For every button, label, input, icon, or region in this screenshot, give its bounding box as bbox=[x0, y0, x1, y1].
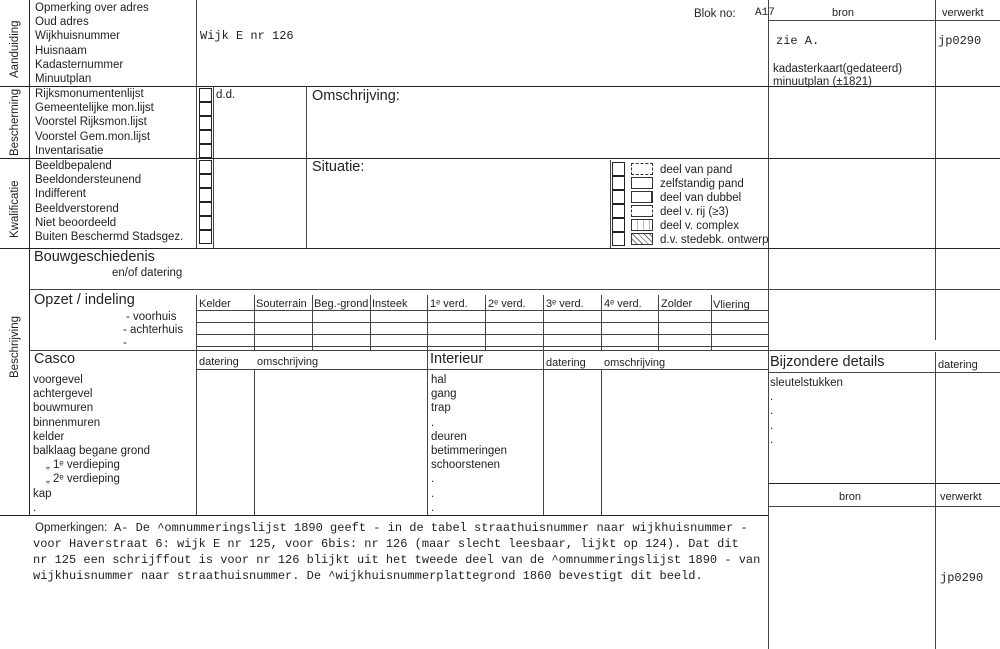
kwalificatie-list bbox=[35, 159, 183, 244]
aanduiding-item: Minuutplan bbox=[35, 72, 92, 85]
aanduiding-col-divider bbox=[196, 0, 197, 248]
bescherming-item: Voorstel Rijksmon.lijst bbox=[35, 116, 147, 129]
bron-source-2: minuutplan (±1821) bbox=[773, 76, 873, 88]
verwerkt-header: verwerkt bbox=[942, 7, 984, 19]
bescherming-side-label: Bescherming bbox=[9, 88, 21, 156]
checkbox-gemeentelijk[interactable] bbox=[199, 102, 212, 116]
kwalificatie-item: Niet beoordeeld bbox=[35, 216, 117, 229]
opmerkingen-label: Opmerkingen: bbox=[35, 522, 108, 534]
casco-item: „ 2ᵉ verdieping bbox=[46, 473, 120, 486]
casco-omschr-col bbox=[254, 369, 255, 515]
bouwgesch-bottom bbox=[29, 289, 1000, 290]
bijzondere-list bbox=[770, 376, 843, 447]
dd-label: d.d. bbox=[216, 89, 236, 101]
bescherming-item: Inventarisatie bbox=[35, 144, 104, 157]
interieur-omschrijving-header: omschrijving bbox=[604, 357, 666, 369]
opzet-col-4 bbox=[427, 295, 428, 350]
checkbox-inventarisatie[interactable] bbox=[199, 144, 212, 158]
casco-item: bouwmuren bbox=[33, 402, 94, 415]
opmerkingen-line-1[interactable]: A- De ^omnummeringslijst 1890 geeft - in de tabel straathuisnummer naar wijkhuisnummer - bbox=[114, 521, 748, 535]
casco-top bbox=[29, 350, 1000, 351]
interieur-item: . bbox=[431, 487, 435, 500]
interieur-item: trap bbox=[431, 402, 451, 415]
interieur-item: . bbox=[431, 473, 435, 486]
opzet-col-9 bbox=[711, 295, 712, 350]
aanduiding-item: Wijkhuisnummer bbox=[35, 30, 120, 43]
datering-sub-label: en/of datering bbox=[112, 267, 183, 279]
dd-col-divider bbox=[213, 86, 214, 248]
casco-datering-header: datering bbox=[199, 356, 239, 368]
opzet-col-1 bbox=[254, 295, 255, 350]
bron-value[interactable]: zie A. bbox=[776, 34, 820, 48]
bijzondere-item: . bbox=[770, 433, 774, 446]
opzet-row-4 bbox=[196, 346, 768, 347]
opzet-col-3 bbox=[370, 295, 371, 350]
opzet-col-header: Vliering bbox=[713, 299, 750, 311]
opzet-row-2 bbox=[196, 322, 768, 323]
bouwgeschiedenis-label: Bouwgeschiedenis bbox=[34, 249, 155, 265]
checkbox-stedebk[interactable] bbox=[612, 232, 625, 246]
casco-list bbox=[33, 373, 150, 515]
interieur-item: . bbox=[431, 416, 435, 429]
bijz-header-line bbox=[768, 372, 1000, 373]
opzet-col-0 bbox=[196, 295, 197, 350]
beschrijving-side-label: Beschrijving bbox=[9, 316, 21, 378]
interieur-datering-col bbox=[543, 350, 544, 515]
omschrijving-label: Omschrijving: bbox=[312, 88, 400, 104]
checkbox-voorstel-rijks[interactable] bbox=[199, 116, 212, 130]
checkbox-beeldondersteunend[interactable] bbox=[199, 174, 212, 188]
casco-item: voorgevel bbox=[33, 374, 83, 386]
aanduiding-item: Kadasternummer bbox=[35, 58, 124, 71]
kwalificatie-side-label: Kwalificatie bbox=[9, 180, 21, 238]
aanduiding-side-label: Aanduiding bbox=[9, 20, 21, 78]
checkbox-deel-rij[interactable] bbox=[612, 204, 625, 218]
bescherming-list bbox=[35, 87, 154, 158]
kwalificatie-item: Beeldverstorend bbox=[35, 202, 119, 215]
blok-label: Blok no: bbox=[694, 8, 736, 20]
checkbox-deel-van-pand[interactable] bbox=[612, 162, 625, 176]
opmerkingen-line-3[interactable]: nr 125 een schrijffout is voor nr 126 blijkt uit het tweede deel van de ^omnummeringslijst 1890 - van bbox=[33, 553, 761, 567]
kwalificatie-item: Beeldondersteunend bbox=[35, 174, 142, 187]
stedebk-ontwerp-icon bbox=[631, 233, 653, 245]
casco-item: achtergevel bbox=[33, 388, 93, 401]
situatie-option: deel v. rij (≥3) bbox=[660, 206, 729, 218]
situatie-option: zelfstandig pand bbox=[660, 178, 744, 190]
bescherming-item: Voorstel Gem.mon.lijst bbox=[35, 130, 151, 143]
deel-rij-icon bbox=[631, 205, 653, 217]
bijzondere-datering-header: datering bbox=[938, 359, 978, 371]
checkbox-zelfstandig[interactable] bbox=[612, 176, 625, 190]
opzet-col-2 bbox=[312, 295, 313, 350]
bijzondere-item: . bbox=[770, 391, 774, 404]
aanduiding-item: Opmerking over adres bbox=[35, 2, 149, 14]
opzet-col-5 bbox=[485, 295, 486, 350]
opzet-col-header: Insteek bbox=[372, 298, 408, 310]
casco-item: . bbox=[33, 501, 37, 514]
casco-item: „ 1ᵉ verdieping bbox=[46, 459, 120, 472]
checkbox-niet-beoordeeld[interactable] bbox=[199, 216, 212, 230]
wijk-value[interactable]: Wijk E nr 126 bbox=[200, 29, 294, 43]
interieur-datering-header: datering bbox=[546, 357, 586, 369]
deel-van-pand-icon bbox=[631, 163, 653, 175]
bijz-bron-line bbox=[768, 506, 1000, 507]
checkbox-deel-dubbel[interactable] bbox=[612, 190, 625, 204]
bijz-bottom bbox=[768, 483, 1000, 484]
blok-value: A17 bbox=[755, 7, 775, 19]
casco-label: Casco bbox=[34, 351, 76, 367]
checkbox-beeldbepalend[interactable] bbox=[199, 160, 212, 174]
interieur-omschr-col bbox=[601, 369, 602, 515]
interieur-item: deuren bbox=[431, 430, 467, 443]
aanduiding-item: Oud adres bbox=[35, 16, 89, 29]
opzet-col-7 bbox=[601, 295, 602, 350]
casco-omschrijving-header: omschrijving bbox=[257, 356, 319, 368]
checkbox-deel-complex[interactable] bbox=[612, 218, 625, 232]
checkbox-beeldverstorend[interactable] bbox=[199, 202, 212, 216]
deel-complex-icon bbox=[631, 219, 653, 231]
opzet-label: Opzet / indeling bbox=[34, 292, 135, 308]
aanduiding-list bbox=[35, 1, 149, 86]
situatie-option: deel van pand bbox=[660, 164, 733, 176]
interieur-item: hal bbox=[431, 374, 447, 386]
opzet-row-label: - voorhuis bbox=[126, 311, 177, 323]
interieur-item: . bbox=[431, 501, 435, 514]
checkbox-indifferent[interactable] bbox=[199, 188, 212, 202]
bijz-verwerkt-header: verwerkt bbox=[940, 491, 982, 503]
kwalificatie-item: Beeldbepalend bbox=[35, 160, 112, 172]
verwerkt-value[interactable]: jp0290 bbox=[938, 34, 982, 48]
situatie-option: d.v. stedebk. ontwerp bbox=[660, 234, 769, 246]
omschr-col-divider bbox=[306, 86, 307, 248]
opzet-col-8 bbox=[658, 295, 659, 350]
opzet-col-header: Zolder bbox=[661, 298, 693, 310]
deel-dubbel-icon bbox=[631, 191, 653, 203]
opzet-row-3 bbox=[196, 334, 768, 335]
zelfstandig-pand-icon bbox=[631, 177, 653, 189]
opzet-col-header: Kelder bbox=[199, 298, 231, 310]
bijzondere-item: . bbox=[770, 405, 774, 418]
kwalificatie-item: Buiten Beschermd Stadsgez. bbox=[35, 230, 184, 243]
interieur-col bbox=[427, 350, 428, 515]
opzet-col-6 bbox=[543, 295, 544, 350]
opzet-col-header: Beg.-grond bbox=[314, 298, 369, 310]
checkbox-rijksmon[interactable] bbox=[199, 88, 212, 102]
situatie-label: Situatie: bbox=[312, 159, 365, 175]
opzet-col-header: 2ᵉ verd. bbox=[488, 298, 526, 310]
main-right-divider bbox=[768, 0, 769, 649]
casco-item: binnenmuren bbox=[33, 416, 101, 429]
opzet-col-header: Souterrain bbox=[256, 298, 307, 310]
left-border bbox=[29, 0, 30, 515]
opzet-col-header: 1ᵉ verd. bbox=[430, 298, 468, 310]
casco-item: kap bbox=[33, 487, 52, 500]
situatie-option: deel van dubbel bbox=[660, 192, 742, 204]
checkbox-buiten[interactable] bbox=[199, 230, 212, 244]
opmerkingen-line-4[interactable]: wijkhuisnummer naar straathuisnummer. De ^wijkhuisnummerplattegrond 1860 bevestigt dit beeld. bbox=[33, 569, 703, 583]
bron-source-1: kadasterkaart(gedateerd) bbox=[773, 63, 903, 75]
bijzondere-item: sleutelstukken bbox=[770, 377, 843, 389]
opzet-row-label: - bbox=[123, 337, 127, 349]
right-header-line bbox=[768, 20, 1000, 21]
interieur-item: schoorstenen bbox=[431, 459, 501, 472]
aanduiding-item: Huisnaam bbox=[35, 44, 87, 57]
bescherming-item: Rijksmonumentenlijst bbox=[35, 88, 144, 100]
situatie-box-divider bbox=[610, 160, 611, 248]
opmerkingen-line-2[interactable]: voor Haverstraat 6: wijk E nr 125, voor 6bis: nr 126 (maar slecht leesbaar, lijkt op 124). Dat dit bbox=[33, 537, 739, 551]
interieur-list bbox=[431, 373, 507, 515]
casco-item: balklaag begane grond bbox=[33, 444, 151, 457]
bron-header: bron bbox=[832, 7, 855, 19]
bescherming-item: Gemeentelijke mon.lijst bbox=[35, 102, 154, 115]
bijz-bron-header: bron bbox=[839, 491, 862, 503]
bijzondere-item: . bbox=[770, 419, 774, 432]
checkbox-voorstel-gem[interactable] bbox=[199, 130, 212, 144]
bijzondere-label: Bijzondere details bbox=[770, 354, 885, 370]
kwalificatie-item: Indifferent bbox=[35, 188, 86, 201]
opmerkingen-top bbox=[0, 515, 768, 516]
opzet-col-header: 3ᵉ verd. bbox=[546, 298, 584, 310]
casco-datering-col bbox=[196, 350, 197, 515]
interieur-item: betimmeringen bbox=[431, 444, 508, 457]
opzet-row-label: - achterhuis bbox=[123, 324, 184, 336]
interieur-item: gang bbox=[431, 388, 457, 401]
opzet-col-header: 4ᵉ verd. bbox=[604, 298, 642, 310]
situatie-option: deel v. complex bbox=[660, 220, 740, 232]
casco-header-line bbox=[196, 369, 768, 370]
opmerkingen-verwerkt[interactable]: jp0290 bbox=[940, 571, 984, 585]
interieur-label: Interieur bbox=[430, 351, 484, 367]
verwerkt-divider-lower bbox=[935, 352, 936, 649]
casco-item: kelder bbox=[33, 430, 65, 443]
